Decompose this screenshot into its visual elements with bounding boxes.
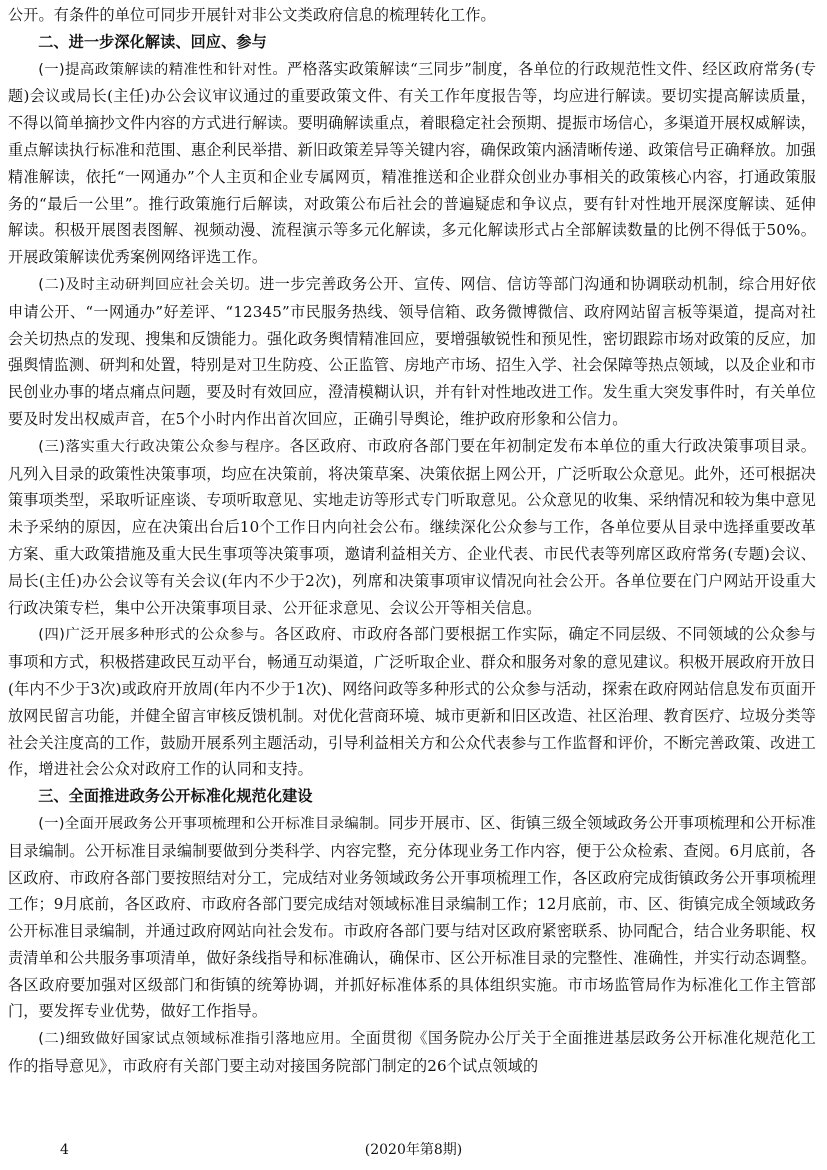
paragraph-major-decisions — [8, 433, 816, 622]
paragraph-lead: (四)广泛开展多种形式的公众参与。 — [38, 627, 275, 644]
paragraph-pilot-guidance — [8, 1025, 816, 1080]
paragraph-text: 严格落实政策解读“三同步”制度，各单位的行政规范性文件、经区政府常务(专题)会议或局长(主任)办公会议审议通过的重要政策文件、有关工作年度报告等，均应进行解读。要切实提高解读质量，不得以简单摘抄文件内容的方式进行解读。要明确解读重点，着眼稳定社会预期、提振市场信心，多渠道开展权威解读，重点解读执行标准和范围、惠企利民举措、新旧政策差异等关键内容，确保政策内涵清晰传递、政策信号正确释放。加强精准解读，依托“一网通办”个人主页和企业专属网页，精准推送和企业群众创业办事相关的政策核心内容，打通政策服务的“最后一公里”。推行政策施行后解读，对政策公布后社会的普遍疑虑和争议点，要有针对性地开展深度解读、延伸解读。积极开展图表图解、视频动漫、流程演示等多元化解读，多元化解读形式占全部解读数量的比例不得低于50%。开展政策解读优秀案例网络评选工作。 — [8, 59, 816, 267]
paragraph-lead: (一)提高政策解读的精准性和针对性。 — [38, 61, 288, 78]
page-footer — [0, 1138, 827, 1162]
section-heading-2: 二、进一步深化解读、回应、参与 — [38, 32, 267, 51]
document-body — [8, 2, 816, 1080]
paragraph-lead: (二)细致做好国家试点领域标准指引落地应用。 — [38, 1031, 351, 1048]
paragraph-lead: (二)及时主动研判回应社会关切。 — [38, 276, 260, 293]
paragraph-text: 全面贯彻《国务院办公厅关于全面推进基层政务公开标准化规范化工作的指导意见》，市政府有关部门要主动对接国务院部门制定的26个试点领域的 — [8, 1029, 816, 1076]
paragraph-text: 各区政府、市政府各部门要在年初制定发布本单位的重大行政决策事项目录。凡列入目录的政策性决策事项，均应在决策前，将决策草案、决策依据上网公开，广泛听取公众意见。此外，还可根据决策事项类型，采取听证座谈、专项听取意见、实地走访等形式专门听取意见。公众意见的收集、采纳情况和较为集中意见未予采纳的原因，应在决策出台后10个工作日内向社会公布。继续深化公众参与工作，各单位要从目录中选择重要改革方案、重大政策措施及重大民生事项等决策事项，邀请利益相关方、企业代表、市民代表等列席区政府常务(专题)会议、局长(主任)办公会议等有关会议(年内不少于2次)，列席和决策事项审议情况向社会公开。各单位要在门户网站开设重大行政决策专栏，集中公开决策事项目录、公开征求意见、会议公开等相关信息。 — [8, 436, 816, 617]
section-heading-3: 三、全面推进政务公开标准化规范化建设 — [38, 787, 313, 806]
paragraph-text: 各区政府、市政府各部门要根据工作实际，确定不同层级、不同领域的公众参与事项和方式，积极搭建政民互动平台，畅通互动渠道，广泛听取企业、群众和服务对象的意见建议。积极开展政府开放日(年内不少于3次)或政府开放周(年内不少于1次)、网络问政等多种形式的公众参与活动，探索在政府网站信息发布页面开放网民留言功能，并健全留言审核反馈机制。对优化营商环境、城市更新和旧区改造、社区治理、教育医疗、垃圾分类等社会关注度高的工作，鼓励开展系列主题活动，引导利益相关方和公众代表参与工作监督和评价，不断完善政策、改进工作，增进社会公众对政府工作的认同和支持。 — [8, 625, 816, 779]
paragraph-standard-catalog — [8, 810, 816, 1025]
issue-label: (2020年第8期) — [364, 1142, 463, 1158]
intro-paragraph: 公开。有条件的单位可同步开展针对非公文类政府信息的梳理转化工作。 — [8, 6, 496, 24]
paragraph-public-participation — [8, 621, 816, 783]
page-number: 4 — [60, 1142, 69, 1158]
paragraph-lead: (三)落实重大行政决策公众参与程序。 — [38, 438, 290, 455]
paragraph-text: 进一步完善政务公开、宣传、网信、信访等部门沟通和协调联动机制，综合用好依申请公开、“一网通办”好差评、“12345”市民服务热线、领导信箱、政务微博微信、政府网站留言板等渠道，提高对社会关切热点的发现、搜集和反馈能力。强化政务舆情精准回应，要增强敏锐性和预见性，密切跟踪市场对政策的反应，加强舆情监测、研判和处置，特别是对卫生防疫、公正监管、房地产市场、招生入学、社会保障等热点领域，以及企业和市民创业办事的堵点痛点问题，要及时有效回应，澄清模糊认识，并有针对性地改进工作。发生重大突发事件时，有关单位要及时发出权威声音，在5个小时内作出首次回应，正确引导舆论，维护政府形象和公信力。 — [8, 274, 817, 428]
paragraph-text: 同步开展市、区、街镇三级全领域政务公开事项梳理和公开标准目录编制。公开标准目录编制要做到分类科学、内容完整，充分体现业务工作内容，便于公众检索、查阅。6月底前，各区政府、市政府各部门要按照结对分工，完成结对业务领域政务公开事项梳理工作，各区政府完成街镇政务公开事项梳理工作；9月底前，各区政府、市政府各部门要完成结对领域标准目录编制工作；12月底前，市、区、街镇完成全领域政务公开标准目录编制，并通过政府网站向社会发布。市政府各部门要与结对区政府紧密联系、协同配合，结合业务职能、权责清单和公共服务事项清单，做好条线指导和标准确认，确保市、区公开标准目录的完整性、准确性，并实行动态调整。各区政府要加强对区级部门和街镇的统筹协调，并抓好标准体系的具体组织实施。市市场监管局作为标准化工作主管部门，要发挥专业优势，做好工作指导。 — [8, 813, 816, 1021]
paragraph-public-response — [8, 271, 816, 433]
paragraph-lead: (一)全面开展政务公开事项梳理和公开标准目录编制。 — [38, 815, 389, 832]
paragraph-policy-interpretation — [8, 56, 816, 271]
